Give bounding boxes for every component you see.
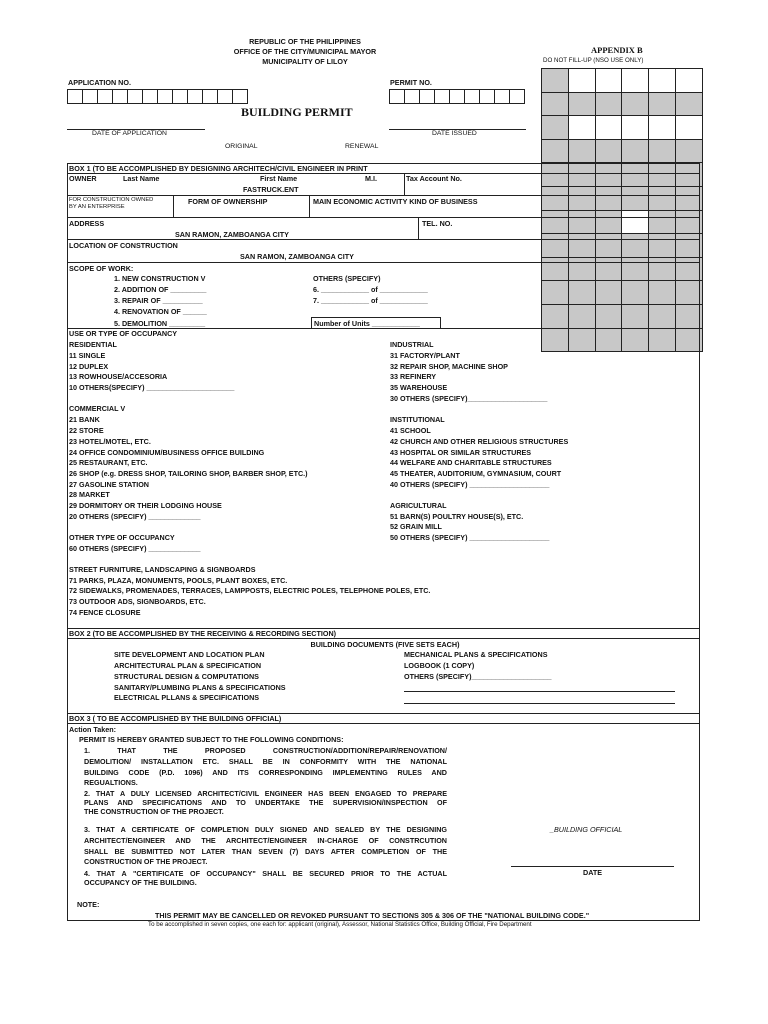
document-item[interactable]: LOGBOOK (1 COPY)	[404, 661, 475, 670]
permit-no-boxes[interactable]	[389, 89, 524, 104]
owner-label: OWNER	[69, 174, 97, 183]
occupancy-item[interactable]: 27 GASOLINE STATION	[69, 480, 150, 489]
owner-value[interactable]: FASTRUCK.ENT	[243, 185, 299, 194]
document-item[interactable]: MECHANICAL PLANS & SPECIFICATIONS	[404, 650, 548, 659]
occupancy-item[interactable]: 72 SIDEWALKS, PROMENADES, TERRACES, LAMPPOSTS, ELECTRIC POLES, TELEPHONE POLES, ETC.	[69, 586, 431, 595]
location-label: LOCATION OF CONSTRUCTION	[69, 241, 178, 250]
tel-no-label: TEL. NO.	[422, 219, 453, 228]
action-taken-label: Action Taken:	[69, 725, 116, 734]
document-item[interactable]: ELECTRICAL PLLANS & SPECIFICATIONS	[114, 693, 260, 702]
occupancy-item[interactable]: 29 DORMITORY OR THEIR LODGING HOUSE	[69, 501, 222, 510]
condition-1-line-3: BUILDING CODE (P.D. 1096) AND ITS CORRESPONDING IMPLEMENTING RULES AND	[84, 768, 447, 777]
occupancy-item[interactable]: 40 OTHERS (SPECIFY) ____________________	[390, 480, 550, 489]
scope-item[interactable]: 3. REPAIR OF __________	[114, 296, 203, 305]
mi-label: M.I.	[365, 174, 377, 183]
permit-no-label: PERMIT NO.	[390, 78, 432, 87]
occupancy-item[interactable]: 74 FENCE CLOSURE	[69, 608, 141, 617]
occupancy-item[interactable]: 31 FACTORY/PLANT	[390, 351, 460, 360]
occupancy-item[interactable]: 43 HOSPITAL OR SIMILAR STRUCTURES	[390, 448, 532, 457]
first-name-label: First Name	[260, 174, 298, 183]
scope-label: SCOPE OF WORK:	[69, 264, 134, 273]
occupancy-item[interactable]: 12 DUPLEX	[69, 362, 109, 371]
office-heading: OFFICE OF THE CITY/MUNICIPAL MAYOR	[233, 47, 377, 56]
occupancy-item[interactable]: 52 GRAIN MILL	[390, 522, 442, 531]
enterprise-label-2: BY AN ENTERPRISE	[69, 204, 125, 210]
box1-heading: BOX 1 (TO BE ACCOMPLISHED BY DESIGNING ARCHITECH/CIVIL ENGINEER IN PRINT	[69, 164, 368, 173]
occupancy-item[interactable]: 60 OTHERS (SPECIFY) _____________	[69, 544, 201, 553]
scope-item[interactable]: 4. RENOVATION OF ______	[114, 307, 207, 316]
republic-heading: REPUBLIC OF THE PHILIPPINES	[249, 37, 361, 46]
date-issued-label: DATE ISSUED	[432, 130, 477, 137]
document-item[interactable]: ARCHITECTURAL PLAN & SPECIFICATION	[114, 661, 262, 670]
occupancy-item[interactable]: 26 SHOP (e.g. DRESS SHOP, TAILORING SHOP, BARBER SHOP, ETC.)	[69, 469, 308, 478]
occupancy-item[interactable]: 45 THEATER, AUDITORIUM, GYMNASIUM, COURT	[390, 469, 562, 478]
building-documents-title: BUILDING DOCUMENTS (FIVE SETS EACH)	[310, 640, 460, 649]
tax-account-label: Tax Account No.	[406, 174, 462, 183]
condition-3-line-1: 3. THAT A CERTIFICATE OF COMPLETION DULY SIGNED AND SEALED BY THE DESIGNING	[84, 825, 447, 834]
others-line-6[interactable]: 6. ____________ of ____________	[313, 285, 428, 294]
occupancy-item[interactable]: 73 OUTDOOR ADS, SIGNBOARDS, ETC.	[69, 597, 206, 606]
occupancy-item[interactable]: 35 WAREHOUSE	[390, 383, 448, 392]
appendix-label: APPENDIX B	[591, 45, 643, 55]
residential-title: RESIDENTIAL	[69, 340, 117, 349]
occupancy-item[interactable]: 24 OFFICE CONDOMINIUM/BUSINESS OFFICE BUILDING	[69, 448, 265, 457]
occupancy-item[interactable]: 20 OTHERS (SPECIFY) _____________	[69, 512, 201, 521]
building-official-label: _BUILDING OFFICIAL	[550, 825, 623, 834]
document-item[interactable]: SITE DEVELOPMENT AND LOCATION PLAN	[114, 650, 265, 659]
document-item[interactable]: STRUCTURAL DESIGN & COMPUTATIONS	[114, 672, 259, 681]
occupancy-item[interactable]: 42 CHURCH AND OTHER RELIGIOUS STRUCTURES	[390, 437, 569, 446]
occupancy-item[interactable]: 10 OTHERS(SPECIFY) ______________________	[69, 383, 235, 392]
condition-2-line-2: PLANS AND SPECIFICATIONS AND TO UNDERTAKE THE SUPERVISION/INSPECTION OF	[84, 798, 447, 807]
occupancy-item[interactable]: 51 BARN(S) POULTRY HOUSE(S), ETC.	[390, 512, 524, 521]
scope-item[interactable]: 2. ADDITION OF _________	[114, 285, 207, 294]
date-of-application-label: DATE OF APPLICATION	[92, 130, 167, 137]
nso-only-label: DO NOT FILL-UP (NSO USE ONLY)	[543, 57, 644, 64]
date-signature-line[interactable]	[511, 866, 674, 867]
institutional-title: INSTITUTIONAL	[390, 415, 445, 424]
condition-2-line-1: 2. THAT A DULY LICENSED ARCHITECT/CIVIL ENGINEER HAS BEEN ENGAGED TO PREPARE	[84, 789, 447, 798]
occupancy-item[interactable]: 44 WELFARE AND CHARITABLE STRUCTURES	[390, 458, 552, 467]
street-furniture-title: STREET FURNITURE, LANDSCAPING & SIGNBOARDS	[69, 565, 256, 574]
commercial-title: COMMERCIAL V	[69, 404, 126, 413]
occupancy-item[interactable]: 28 MARKET	[69, 490, 110, 499]
note-label: NOTE:	[77, 900, 100, 909]
occupancy-item[interactable]: 21 BANK	[69, 415, 100, 424]
condition-1-line-1: 1. THAT THE PROPOSED CONSTRUCTION/ADDITION/REPAIR/RENOVATION/	[84, 746, 447, 755]
box2-heading: BOX 2 (TO BE ACCOMPLISHED BY THE RECEIVING & RECORDING SECTION)	[69, 629, 337, 638]
occupancy-item[interactable]: 22 STORE	[69, 426, 104, 435]
occupancy-item[interactable]: 33 REFINERY	[390, 372, 437, 381]
condition-1-line-4: REGUALTIONS.	[84, 778, 138, 787]
occupancy-label: USE OR TYPE OF OCCUPANCY	[69, 329, 178, 338]
others-blank-line[interactable]	[404, 691, 675, 692]
scope-item[interactable]: 5. DEMOLITION _________	[114, 319, 206, 328]
occupancy-item[interactable]: 13 ROWHOUSE/ACCESORIA	[69, 372, 168, 381]
condition-3-line-3: SHALL BE SUBMITTED NOT LATER THAN SEVEN (7) DAYS AFTER COMPLETION OF THE	[84, 847, 447, 856]
other-occupancy-title: OTHER TYPE OF OCCUPANCY	[69, 533, 175, 542]
occupancy-item[interactable]: 50 OTHERS (SPECIFY) ____________________	[390, 533, 550, 542]
address-value[interactable]: SAN RAMON, ZAMBOANGA CITY	[175, 230, 289, 239]
date-label: DATE	[583, 868, 603, 877]
location-value[interactable]: SAN RAMON, ZAMBOANGA CITY	[240, 252, 354, 261]
number-of-units-label[interactable]: Number of Units ____________	[314, 319, 420, 328]
condition-1-line-2: DEMOLITION/ INSTALLATION ETC. SHALL BE IN CONFORMITY WITH THE NATIONAL	[84, 757, 447, 766]
footer-note: To be accomplished in seven copies, one each for: applicant (original), Assessor, National Statistics Office, Building Official, Fire Department	[148, 921, 532, 928]
others-line-7[interactable]: 7. ____________ of ____________	[313, 296, 428, 305]
agricultural-title: AGRICULTURAL	[390, 501, 447, 510]
page-title: BUILDING PERMIT	[241, 105, 353, 119]
condition-3-line-2: ARCHITECT/ENGINEER AND THE ARCHITECT/ENGINEER IN-CHARGE OF CONSTRCUTION	[84, 836, 447, 845]
box3-heading: BOX 3 ( TO BE ACCOMPLISHED BY THE BUILDING OFFICIAL)	[69, 714, 282, 723]
municipality-heading: MUNICIPALITY OF LILOY	[262, 57, 348, 66]
occupancy-item[interactable]: 41 SCHOOL	[390, 426, 431, 435]
occupancy-item[interactable]: 11 SINGLE	[69, 351, 106, 360]
application-no-label: APPLICATION NO.	[68, 78, 131, 87]
occupancy-item[interactable]: 32 REPAIR SHOP, MACHINE SHOP	[390, 362, 508, 371]
condition-3-line-4: CONSTRUCTION OF THE PROJECT.	[84, 857, 208, 866]
economic-activity-label: MAIN ECONOMIC ACTIVITY KIND OF BUSINESS	[313, 197, 478, 206]
cancel-notice: THIS PERMIT MAY BE CANCELLED OR REVOKED PURSUANT TO SECTIONS 305 & 306 OF THE "NATIONAL BUILDING CODE."	[155, 911, 590, 920]
occupancy-item[interactable]: 30 OTHERS (SPECIFY)____________________	[390, 394, 548, 403]
enterprise-label-1: FOR CONSTRUCTION OWNED	[69, 197, 154, 203]
last-name-label: Last Name	[123, 174, 160, 183]
condition-2-line-3: THE CONSTRUCTION OF THE PROJECT.	[84, 807, 224, 816]
occupancy-item[interactable]: 23 HOTEL/MOTEL, ETC.	[69, 437, 151, 446]
condition-4-line-1: 4. THAT A "CERTIFICATE OF OCCUPANCY" SHALL BE SECURED PRIOR TO THE ACTUAL	[84, 869, 447, 878]
condition-4-line-2: OCCUPANCY OF THE BUILDING.	[84, 878, 197, 887]
address-label: ADDRESS	[69, 219, 105, 228]
others-blank-line[interactable]	[404, 703, 675, 704]
industrial-title: INDUSTRIAL	[390, 340, 434, 349]
document-item[interactable]: SANITARY/PLUMBING PLANS & SPECIFICATIONS	[114, 683, 286, 692]
scope-item[interactable]: 1. NEW CONSTRUCTION V	[114, 274, 206, 283]
others-specify-label: OTHERS (SPECIFY)	[313, 274, 381, 283]
occupancy-item[interactable]: 25 RESTAURANT, ETC.	[69, 458, 148, 467]
granted-text: PERMIT IS HEREBY GRANTED SUBJECT TO THE FOLLOWING CONDITIONS:	[79, 735, 344, 744]
document-item[interactable]: OTHERS (SPECIFY)____________________	[404, 672, 552, 681]
application-no-boxes[interactable]	[67, 89, 247, 104]
form-of-ownership-label: FORM OF OWNERSHIP	[188, 197, 268, 206]
renewal-label[interactable]: RENEWAL	[345, 143, 379, 150]
original-label[interactable]: ORIGINAL	[225, 143, 258, 150]
occupancy-item[interactable]: 71 PARKS, PLAZA, MONUMENTS, POOLS, PLANT BOXES, ETC.	[69, 576, 288, 585]
